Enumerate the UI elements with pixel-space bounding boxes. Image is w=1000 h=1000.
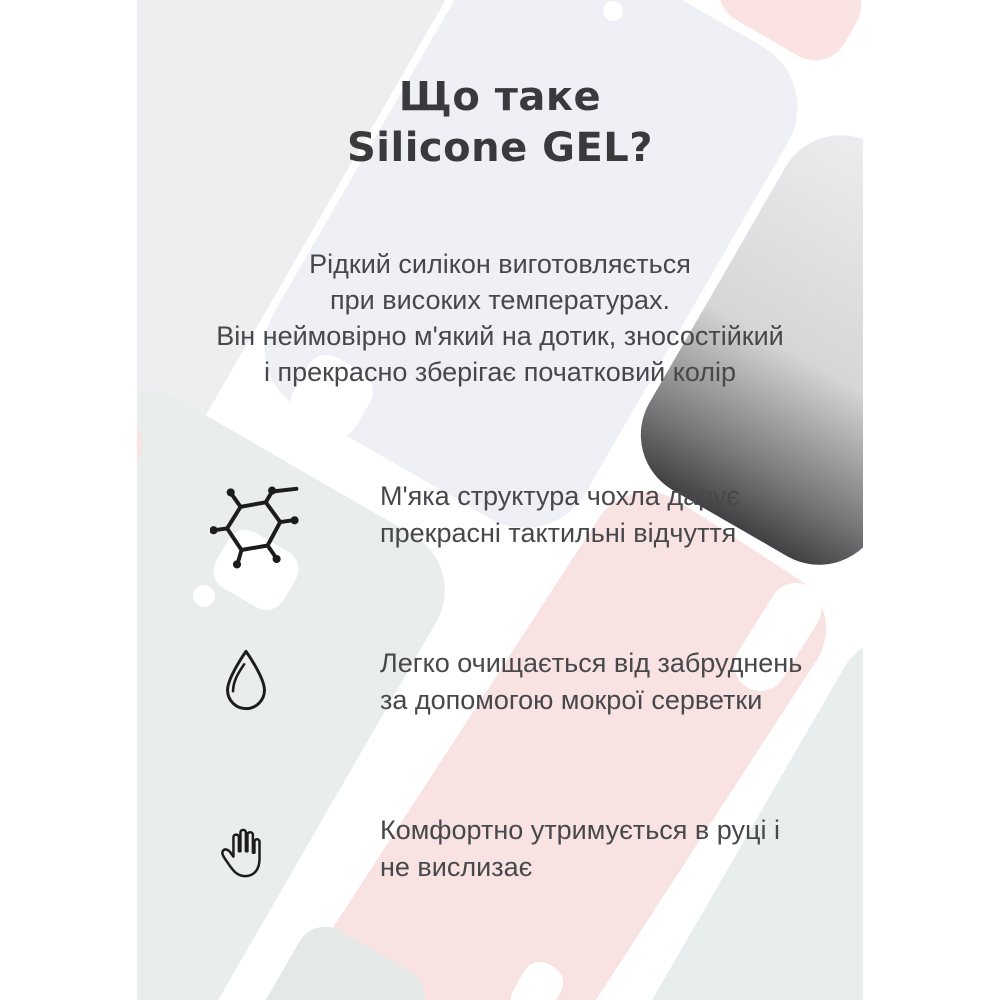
- intro-line: і прекрасно зберігає початковий колір: [263, 357, 737, 387]
- water-drop-icon: [222, 645, 270, 715]
- feature-line: не вислизає: [380, 852, 533, 882]
- feature-text-easy-clean: [380, 645, 900, 719]
- feature-line: прекрасні тактильні відчуття: [380, 518, 737, 548]
- page-title-line1: Що таке: [398, 74, 602, 120]
- molecule-icon: [210, 474, 300, 572]
- feature-line: М'яка структура чохла дарує: [380, 481, 741, 511]
- feature-line: Комфортно утримується в руці і: [380, 815, 780, 845]
- page-title: [0, 72, 1000, 174]
- feature-line: за допомогою мокрої серветки: [380, 685, 763, 715]
- page-title-line2: Silicone GEL?: [346, 125, 653, 171]
- intro-line: Він неймовірно м'який на дотик, зносостійкий: [216, 321, 784, 351]
- intro-paragraph: [0, 246, 1000, 390]
- feature-text-soft-structure: [380, 478, 900, 552]
- intro-line: Рідкий силікон виготовляється: [309, 249, 691, 279]
- feature-line: Легко очищається від забруднень: [380, 648, 803, 678]
- hand-icon: [214, 816, 270, 888]
- intro-line: при високих температурах.: [330, 285, 670, 315]
- feature-text-comfort-grip: [380, 812, 900, 886]
